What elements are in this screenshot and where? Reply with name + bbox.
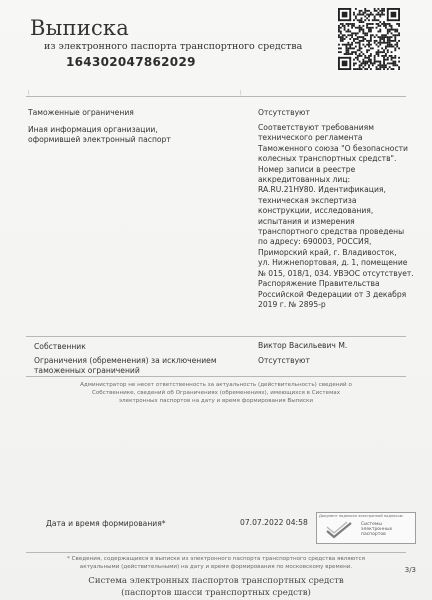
corner-mark: | (240, 90, 242, 96)
org-info-line: техническая экспертиза (258, 195, 357, 205)
formation-label: Дата и время формирования* (46, 519, 166, 528)
org-info-line: Российской Федерации от 3 декабря (258, 289, 407, 299)
owner-label: Собственник (34, 342, 86, 351)
divider (26, 552, 406, 553)
org-info-line: 2019 г. № 2895-р (258, 299, 326, 309)
footnote-line: актуальными (действительными) на дату и время формирования по московскому времени. (79, 564, 353, 570)
formation-value: 07.07.2022 04:58 (240, 518, 308, 527)
divider (26, 96, 406, 97)
divider (26, 336, 406, 337)
corner-mark: | (28, 90, 30, 96)
org-info-line: Распоряжение Правительства (258, 279, 380, 289)
document-subtitle: из электронного паспорта транспортного средства (44, 41, 303, 52)
restrictions-value: Отсутствуют (258, 356, 310, 365)
org-info-label-line: оформившей электронный паспорт (28, 135, 171, 144)
disclaimer (20, 381, 412, 405)
org-info-line: Таможенного союза "О безопасности (258, 143, 408, 153)
org-info-line: аккредитованных лиц: (258, 175, 351, 185)
disclaimer-line: электронных паспортов на дату и время формирования Выписки (118, 398, 313, 404)
disclaimer-line: Администратор не несет ответственность за актуальность (действительность) сведений о (80, 382, 352, 388)
passport-number: 164302047862029 (66, 55, 196, 69)
document-title: Выписка (30, 16, 129, 40)
org-info-label (28, 125, 171, 145)
stamp-logo-text (361, 522, 411, 537)
org-info-line: испытания и измерения (258, 216, 355, 226)
footer-line-1: Система электронных паспортов транспортных средств (88, 576, 344, 586)
org-info-line: по адресу: 690003, РОССИЯ, (258, 237, 372, 247)
customs-restrictions-label: Таможенные ограничения (28, 108, 134, 117)
electronic-signature-stamp (316, 512, 416, 544)
org-info-line: Приморский край, г. Владивосток, (258, 247, 397, 257)
footnote-line: * Сведения, содержащиеся в выписке из электронного паспорта транспортного средства являются (67, 556, 365, 562)
org-info-line: № 015, 018/1, 034. УВЭОС отсутствует. (258, 268, 414, 278)
footnote (20, 555, 412, 571)
org-info-label-line: Иная информация организации, (28, 125, 158, 134)
org-info-line: RA.RU.21НУ80. Идентификация, (258, 185, 386, 195)
org-info-line: Соответствуют требованиям (258, 123, 374, 132)
owner-value: Виктор Васильевич М. (258, 341, 348, 350)
stamp-caption: Документ подписан электронной подписью (319, 514, 403, 518)
restrictions-label (34, 356, 217, 376)
qr-code-icon (338, 8, 400, 70)
stamp-logo-line: паспортов (361, 532, 386, 537)
divider (26, 376, 406, 377)
org-info-value (258, 123, 418, 310)
org-info-line: транспортного средства проведены (258, 227, 405, 237)
stamp-logo-line: Системы (361, 522, 382, 527)
footer-line-2: (паспортов шасси транспортных средств) (121, 588, 311, 598)
org-info-line: колесных транспортных средств". (258, 154, 397, 164)
customs-restrictions-value: Отсутствуют (258, 108, 310, 117)
org-info-line: конструкции, исследования, (258, 206, 374, 216)
org-info-line: Номер записи в реестре (258, 164, 356, 174)
org-info-line: технического регламента (258, 133, 363, 143)
stamp-logo-line: электронных (361, 527, 393, 532)
checkmark-logo-icon (325, 521, 353, 539)
org-info-line: ул. Нижнепортовая, д. 1, помещение (258, 258, 408, 268)
restrictions-label-line: Ограничения (обременения) за исключением (34, 356, 217, 365)
disclaimer-line: Собственнике, сведений об Ограничениях (обременениях), имеющихся в Системах (91, 390, 341, 396)
page-number: 3/3 (404, 566, 416, 574)
restrictions-label-line: таможенных ограничений (34, 366, 140, 375)
